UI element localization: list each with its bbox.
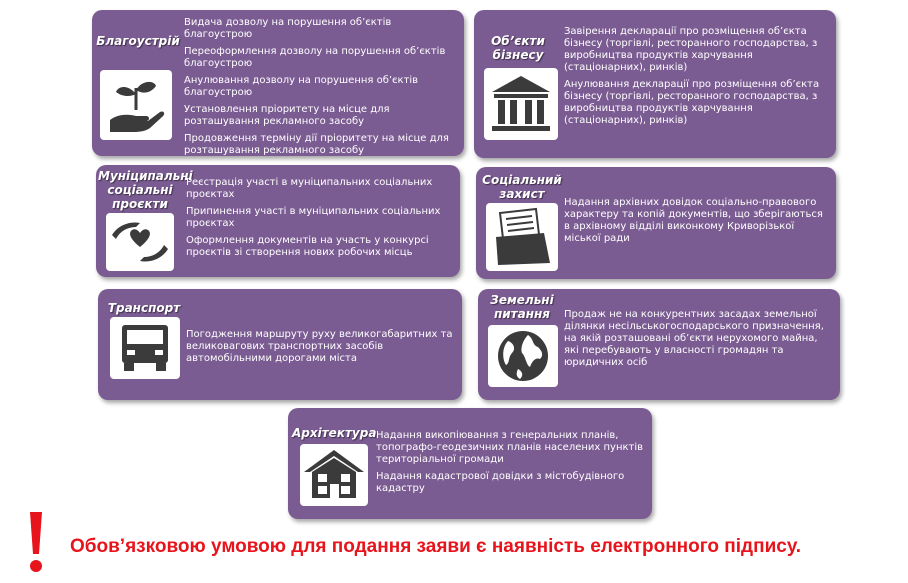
card-title-transport: Транспорт bbox=[107, 301, 181, 315]
house-icon bbox=[300, 444, 368, 506]
service-item[interactable]: Продаж не на конкурентних засадах земельної ділянки несільськогосподарського призначення, на якій розташовані об’єкти нерухомого майна, які перебувають у власності громадян та юридичних осіб bbox=[564, 309, 824, 368]
transport-services bbox=[186, 329, 454, 370]
card-business[interactable] bbox=[474, 10, 836, 158]
card-title-land: Земельні питання bbox=[490, 293, 554, 321]
business-services bbox=[564, 26, 826, 132]
architecture-services bbox=[376, 430, 644, 500]
bank-building-icon bbox=[484, 68, 558, 140]
municipal-services bbox=[186, 177, 448, 264]
service-item[interactable]: Видача дозволу на порушення об’єктів благоустрою bbox=[184, 17, 392, 40]
card-title-architecture: Архітектура bbox=[292, 426, 377, 440]
service-item[interactable]: Надання архівних довідок соціально-правового характеру та копій документів, що зберігаються в архівному відділі виконкому Криворізької міської ради bbox=[564, 197, 823, 244]
card-title-social: Соціальний захист bbox=[482, 173, 562, 201]
service-item[interactable]: Анулювання дозволу на порушення об’єктів благоустрою bbox=[184, 75, 419, 98]
service-item[interactable]: Анулювання декларації про розміщення об’єкта бізнесу (торгівлі, ресторанного господарства, з виробництва продуктів харчування (стаціонарних), ринків) bbox=[564, 79, 820, 126]
card-municipal[interactable] bbox=[96, 165, 460, 277]
social-services bbox=[564, 197, 826, 250]
exclamation-icon bbox=[24, 510, 48, 574]
service-item[interactable]: Припинення участі в муніципальних соціальних проєктах bbox=[186, 206, 441, 229]
card-architecture[interactable] bbox=[288, 408, 652, 519]
card-improvement[interactable] bbox=[92, 10, 464, 156]
card-title-business: Об’єкти бізнесу bbox=[491, 34, 545, 62]
electronic-signature-notice: Обов’язковою умовою для подання заяви є наявність електронного підпису. bbox=[70, 536, 802, 557]
service-item[interactable]: Надання кадастрової довідки з містобудівного кадастру bbox=[376, 471, 625, 494]
card-title-improvement: Благоустрій bbox=[96, 34, 180, 48]
card-title-municipal: Муніципальні соціальні проєкти bbox=[98, 169, 193, 211]
service-item[interactable]: Погодження маршруту руху великогабаритних та великовагових транспортних засобів автомобільними дорогами міста bbox=[186, 329, 453, 364]
card-land[interactable] bbox=[478, 289, 840, 400]
land-services bbox=[564, 309, 832, 374]
service-item[interactable]: Продовження терміну дії пріоритету на місце для розташування рекламного засобу bbox=[184, 133, 449, 156]
service-item[interactable]: Установлення пріоритету на місце для розташування рекламного засобу bbox=[184, 104, 390, 127]
service-item[interactable]: Оформлення документів на участь у конкурсі проєктів зі створення нових робочих місць bbox=[186, 235, 429, 258]
service-item[interactable]: Надання викопіювання з генеральних планів, топографо-геодезичних планів населених пунктів територіальної громади bbox=[376, 430, 644, 465]
globe-icon bbox=[488, 325, 558, 387]
truck-icon bbox=[110, 317, 180, 379]
plant-in-hand-icon bbox=[100, 70, 172, 140]
archive-folder-icon bbox=[486, 203, 558, 271]
service-item[interactable]: Переоформлення дозволу на порушення об’єктів благоустрою bbox=[184, 46, 446, 69]
improvement-services bbox=[184, 17, 452, 162]
service-item[interactable]: Реєстрація участі в муніципальних соціальних проєктах bbox=[186, 177, 433, 200]
service-item[interactable]: Завірення декларації про розміщення об’єкта бізнесу (торгівлі, ресторанного господарства, з виробництва продуктів харчування (стаціонарних), ринків) bbox=[564, 26, 818, 73]
card-social[interactable] bbox=[476, 167, 836, 279]
heart-in-hands-icon bbox=[106, 213, 174, 271]
card-transport[interactable] bbox=[98, 289, 462, 400]
